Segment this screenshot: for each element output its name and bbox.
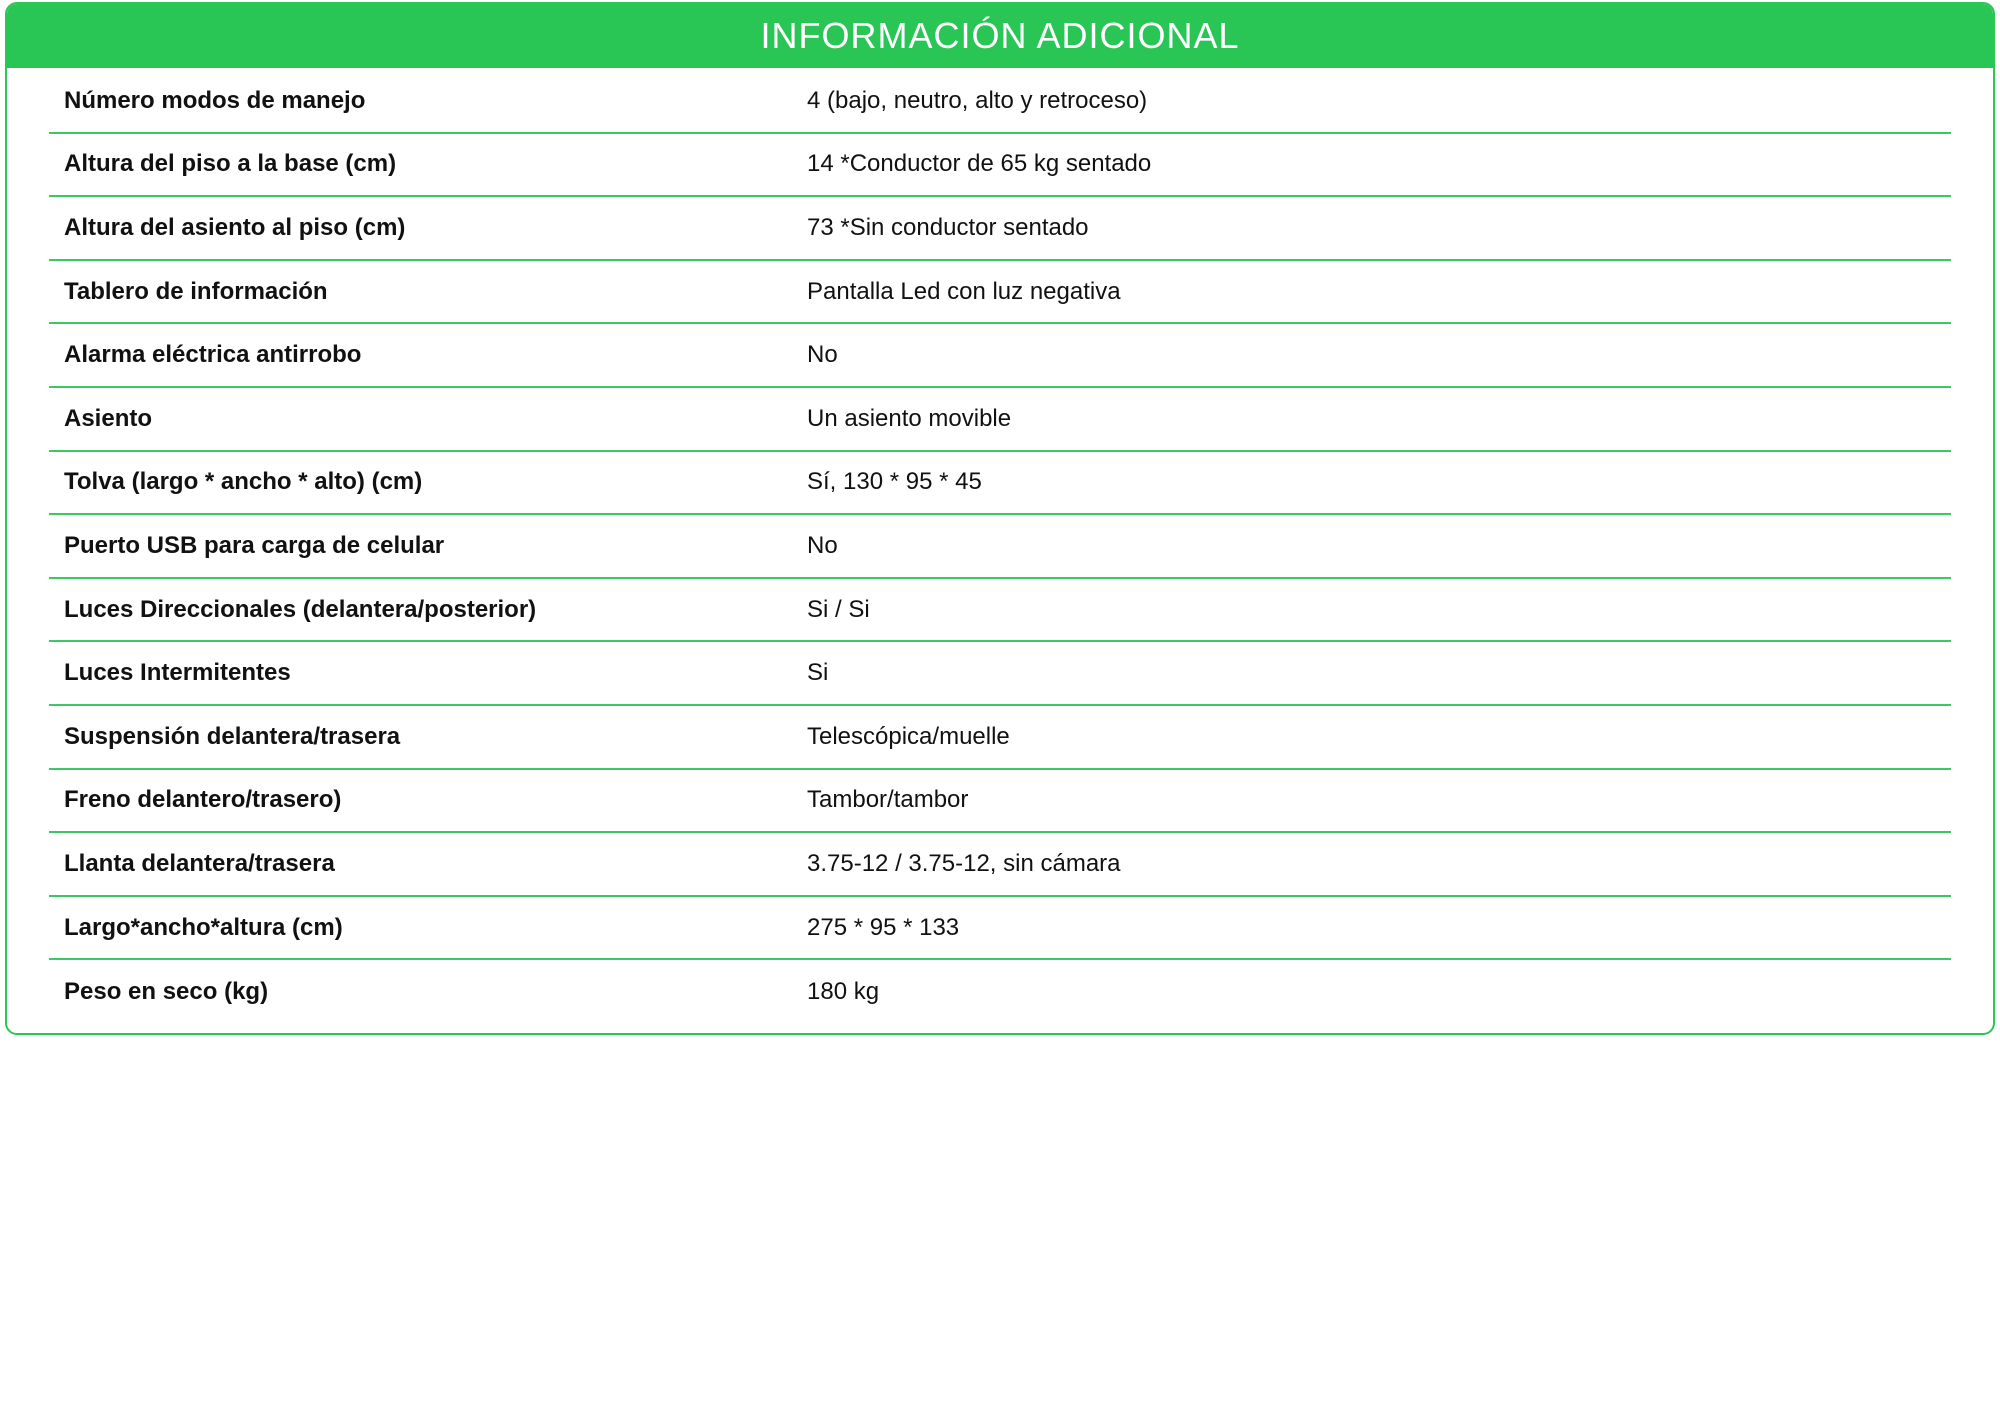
- table-row: [49, 324, 1951, 388]
- table-row: [49, 897, 1951, 961]
- row-label: Luces Direccionales (delantera/posterior): [64, 595, 537, 623]
- row-label: Largo*ancho*altura (cm): [64, 913, 343, 941]
- section-title: INFORMACIÓN ADICIONAL: [7, 4, 1993, 68]
- table-row: [49, 452, 1951, 516]
- row-value: 180 kg: [807, 978, 880, 1006]
- row-value: Si / Si: [807, 595, 870, 623]
- row-value: 3.75-12 / 3.75-12, sin cámara: [807, 849, 1121, 877]
- row-value: Sí, 130 * 95 * 45: [807, 468, 982, 496]
- spec-rows: [49, 70, 1951, 1024]
- row-label: Peso en seco (kg): [64, 978, 269, 1006]
- table-row: [49, 960, 1951, 1024]
- table-row: [49, 388, 1951, 452]
- row-label: Asiento: [64, 404, 153, 432]
- row-label: Suspensión delantera/trasera: [64, 722, 401, 750]
- row-value: Telescópica/muelle: [807, 722, 1010, 750]
- row-label: Puerto USB para carga de celular: [64, 531, 445, 559]
- row-label: Tablero de información: [64, 277, 328, 305]
- row-label: Luces Intermitentes: [64, 659, 291, 687]
- table-row: [49, 579, 1951, 643]
- table-row: [49, 134, 1951, 198]
- table-row: [49, 642, 1951, 706]
- row-label: Número modos de manejo: [64, 86, 366, 114]
- row-value: 73 *Sin conductor sentado: [807, 213, 1089, 241]
- row-value: Pantalla Led con luz negativa: [807, 277, 1121, 305]
- row-label: Altura del piso a la base (cm): [64, 150, 397, 178]
- table-row: [49, 70, 1951, 134]
- row-value: 14 *Conductor de 65 kg sentado: [807, 150, 1152, 178]
- row-value: 275 * 95 * 133: [807, 913, 960, 941]
- table-row: [49, 197, 1951, 261]
- spec-table: [5, 2, 1995, 1035]
- table-row: [49, 706, 1951, 770]
- row-value: 4 (bajo, neutro, alto y retroceso): [807, 86, 1148, 114]
- row-value: Un asiento movible: [807, 404, 1012, 432]
- table-row: [49, 770, 1951, 834]
- table-row: [49, 261, 1951, 325]
- row-value: No: [807, 341, 838, 369]
- row-value: Si: [807, 659, 829, 687]
- row-label: Freno delantero/trasero): [64, 786, 342, 814]
- row-label: Llanta delantera/trasera: [64, 849, 335, 877]
- table-row: [49, 833, 1951, 897]
- row-label: Altura del asiento al piso (cm): [64, 213, 406, 241]
- row-label: Alarma eléctrica antirrobo: [64, 341, 362, 369]
- table-row: [49, 515, 1951, 579]
- row-label: Tolva (largo * ancho * alto) (cm): [64, 468, 423, 496]
- row-value: Tambor/tambor: [807, 786, 969, 814]
- row-value: No: [807, 531, 838, 559]
